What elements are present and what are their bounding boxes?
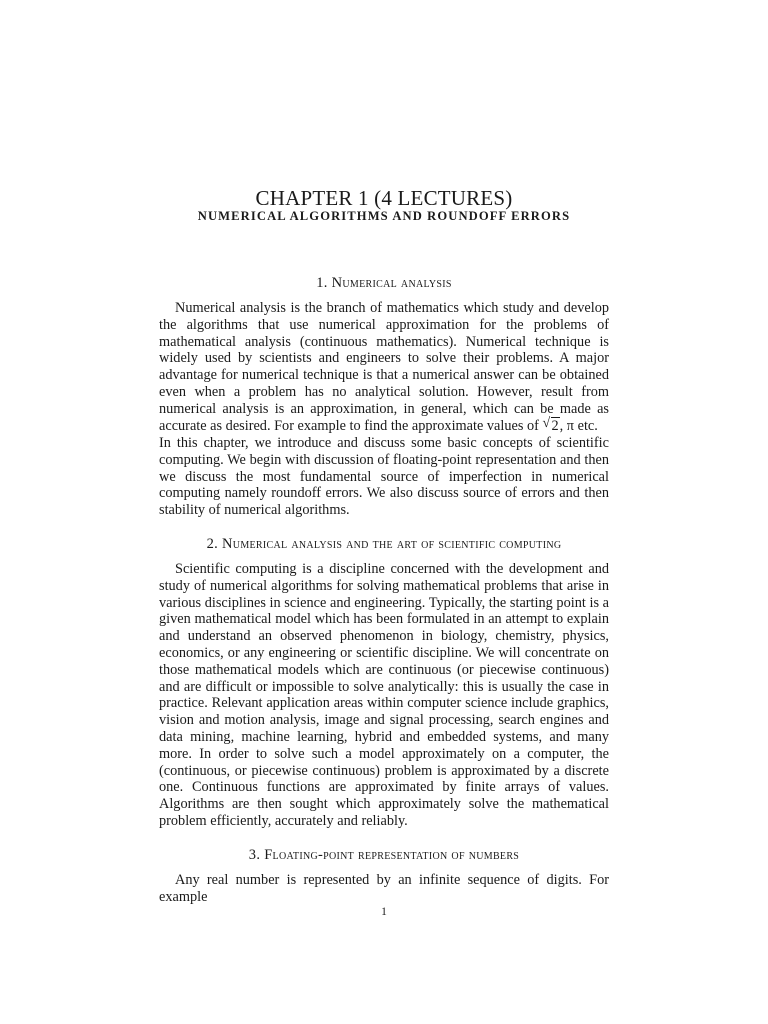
section-2-paragraph-1 xyxy=(159,561,609,830)
section-heading-2: 2. Numerical analysis and the art of scientific computing xyxy=(206,536,562,552)
paragraph-text: Numerical analysis is the branch of mathematics which study and develop the algorithms that use numerical approximation for the problems of mathematical analysis (continuous mathematics). Numerical technique is widely used by scientists and engineers to solve their problems. A major advantage for numerical technique is that a numerical answer can be obtained even when a problem has no analytical solution. However, result from numerical analysis is an approximation, in general, which can be made as accurate as desired. For example to find the approximate values of xyxy=(159,300,609,434)
section-heading-3: 3. Floating-point representation of numbers xyxy=(248,847,520,863)
section-heading-1: 1. Numerical analysis xyxy=(316,275,452,291)
section-3-paragraph-1 xyxy=(159,872,609,906)
paragraph-text-continued: , π etc. xyxy=(559,417,598,434)
section-1-paragraph-2: In this chapter, we introduce and discuss some basic concepts of scientific computing. We begin with discussion of floating-point representation and then we discuss the most fundamental source of imperfection in numerical computing namely roundoff errors. We also discuss source of errors and then stability of numerical algorithms. xyxy=(159,435,609,519)
sqrt-expression xyxy=(542,415,560,435)
paragraph-text: Scientific computing is a discipline concerned with the development and study of numerical algorithms for solving mathematical problems that arise in various disciplines in science and engineering. Typically, the starting point is a given mathematical model which has been formulated in an attempt to explain and understand an observed phenomenon in biology, chemistry, physics, economics, or any engineering or scientific discipline. We will concentrate on those mathematical models which are continuous (or piecewise continuous) and are difficult or impossible to solve analytically: this is usually the case in practice. Relevant application areas within computer science include graphics, vision and motion analysis, image and signal processing, search engines and data mining, machine learning, hybrid and embedded systems, and many more. In order to solve such a model approximately on a computer, the (continuous, or piecewise continuous) problem is approximated by a discrete one. Continuous functions are approximated by finite arrays of values. Algorithms are then sought which approximately solve the mathematical problem efficiently, accurately and reliably. xyxy=(159,561,609,829)
radical-sign-icon: √ xyxy=(542,415,551,431)
paragraph-text: Any real number is represented by an infinite sequence of digits. For example xyxy=(159,872,609,905)
chapter-subtitle: NUMERICAL ALGORITHMS AND ROUNDOFF ERRORS xyxy=(197,209,571,223)
chapter-title: CHAPTER 1 (4 LECTURES) xyxy=(255,186,513,210)
sqrt-argument: 2 xyxy=(551,417,559,434)
section-1-paragraph-1 xyxy=(159,300,609,434)
page-number: 1 xyxy=(381,906,387,918)
